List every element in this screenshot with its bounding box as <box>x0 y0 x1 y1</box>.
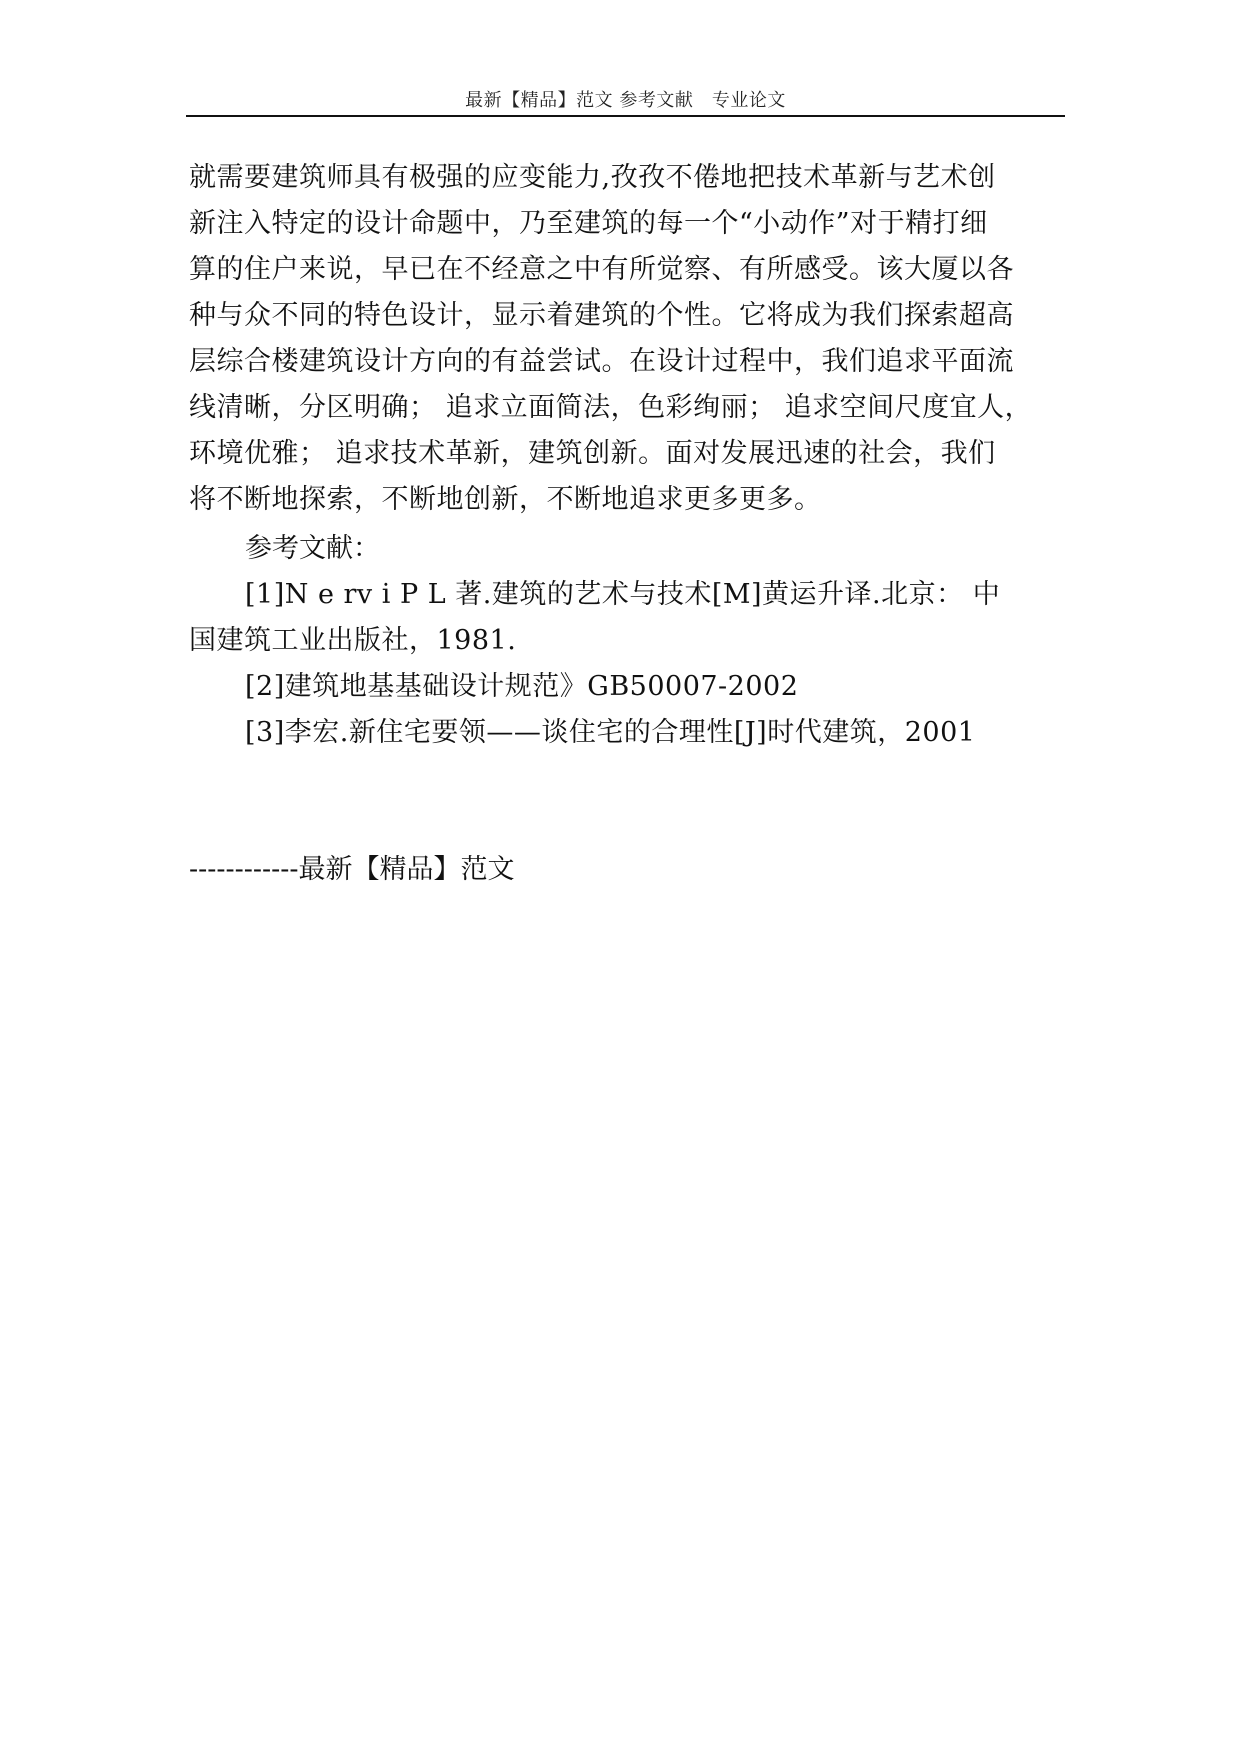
body-line: 层综合楼建筑设计方向的有益尝试。在设计过程中，我们追求平面流 <box>189 346 1014 377</box>
body-line: 种与众不同的特色设计，显示着建筑的个性。它将成为我们探索超高 <box>189 300 1014 331</box>
reference-item-2 <box>189 664 1069 710</box>
body-line: 线清晰，分区明确； 追求立面简法，色彩绚丽； 追求空间尺度宜人， <box>189 392 1033 423</box>
body-paragraph <box>189 155 1069 523</box>
reference-text-continued: 国建筑工业出版社，1981. <box>189 625 517 656</box>
page-footer: ------------最新【精品】范文 <box>189 854 515 885</box>
page-header: 最新【精品】范文 参考文献 专业论文 <box>465 90 786 111</box>
reference-text: [2]建筑地基基础设计规范》GB50007-2002 <box>245 671 799 702</box>
references-heading: 参考文献： <box>245 533 380 564</box>
body-line: 就需要建筑师具有极强的应变能力,孜孜不倦地把技术革新与艺术创 <box>189 162 996 193</box>
reference-item-1 <box>189 572 1069 664</box>
body-line: 新注入特定的设计命题中，乃至建筑的每一个“小动作”对于精打细 <box>189 208 988 239</box>
body-line: 环境优雅； 追求技术革新，建筑创新。面对发展迅速的社会，我们 <box>189 438 996 469</box>
header-divider <box>186 115 1065 117</box>
body-line: 将不断地探索，不断地创新，不断地追求更多更多。 <box>189 484 822 515</box>
reference-text: [1]N e rv i P L 著.建筑的艺术与技术[M]黄运升译.北京： 中 <box>245 579 1001 610</box>
body-line: 算的住户来说，早已在不经意之中有所觉察、有所感受。该大厦以各 <box>189 254 1014 285</box>
reference-text: [3]李宏.新住宅要领——谈住宅的合理性[J]时代建筑，2001 <box>245 717 976 748</box>
reference-item-3 <box>189 710 1069 756</box>
